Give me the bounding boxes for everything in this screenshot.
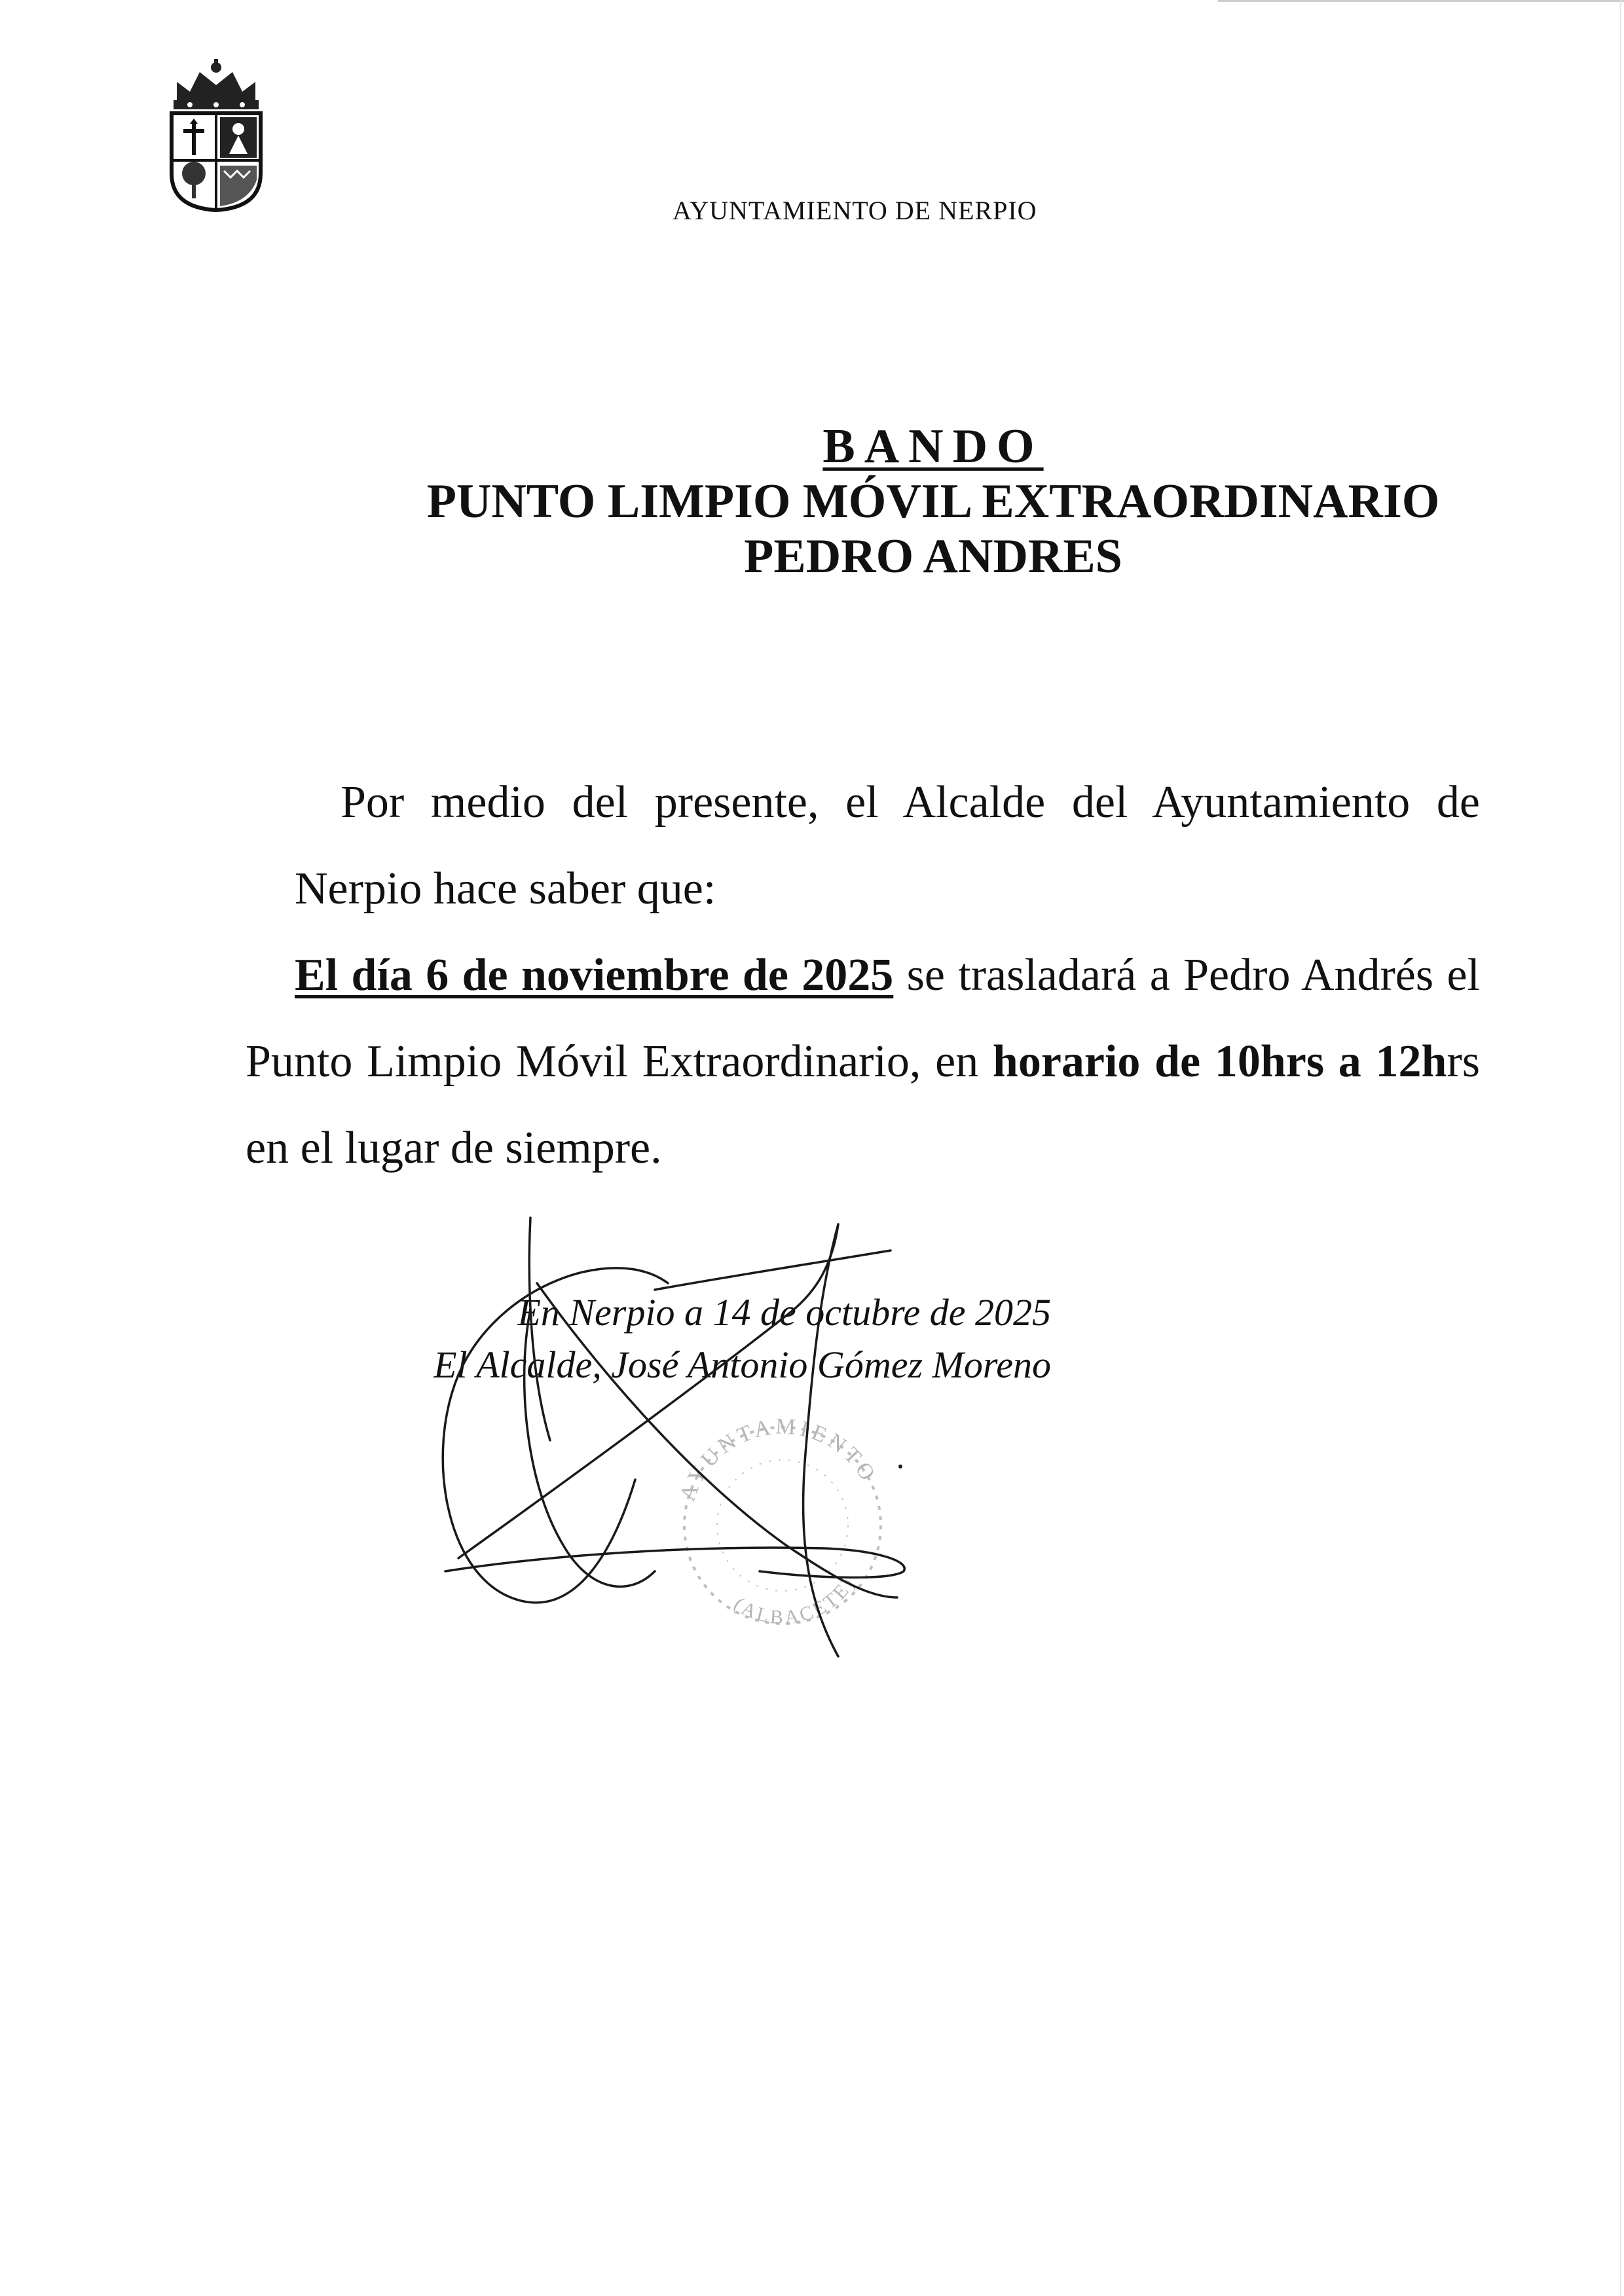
place-date: En Nerpio a 14 de octubre de 2025 (517, 1291, 1051, 1334)
signatory: El Alcalde, José Antonio Gómez Moreno (434, 1343, 1051, 1386)
document-title (0, 419, 1624, 584)
paragraph-1-line-2: Nerpio hace saber que: (295, 864, 716, 914)
svg-text:(ALBACETE) (730, 1573, 860, 1629)
scan-edge-top (1218, 0, 1624, 2)
stamp-text-bottom: (ALBACETE) (729, 1572, 860, 1629)
stamp-text-top: AYUNTAMIENTO (675, 1414, 882, 1504)
paragraph-1-line-1: Por medio del presente, el Alcalde del Ayuntamiento de (341, 777, 1480, 828)
coat-of-arms-icon (164, 56, 268, 213)
title-line-2: PUNTO LIMPIO MÓVIL EXTRAORDINARIO (426, 475, 1440, 528)
official-stamp (658, 1408, 907, 1643)
organization-name: AYUNTAMIENTO DE NERPIO (673, 196, 1037, 225)
svg-text:AYUNTAMIENTO (676, 1414, 882, 1504)
title-bando: BANDO (822, 420, 1044, 473)
paragraph-2-text-2: rs en el lugar de siempre. (246, 1036, 1480, 1173)
title-line-1 (0, 419, 1624, 474)
title-line-3: PEDRO ANDRES (744, 530, 1122, 583)
schedule-bold: horario de 10hrs a 12h (992, 1036, 1447, 1087)
body-text (246, 759, 1480, 1192)
paragraph-2 (246, 932, 1480, 1192)
announcement-date: El día 6 de noviembre de 2025 (295, 950, 894, 1000)
paragraph-2-text-1: se trasladará a Pedro Andrés el Punto Limpio Móvil Extraordinario, en (246, 950, 1480, 1087)
scan-edge-right (1620, 0, 1621, 2296)
closing-block (301, 1286, 1051, 1391)
